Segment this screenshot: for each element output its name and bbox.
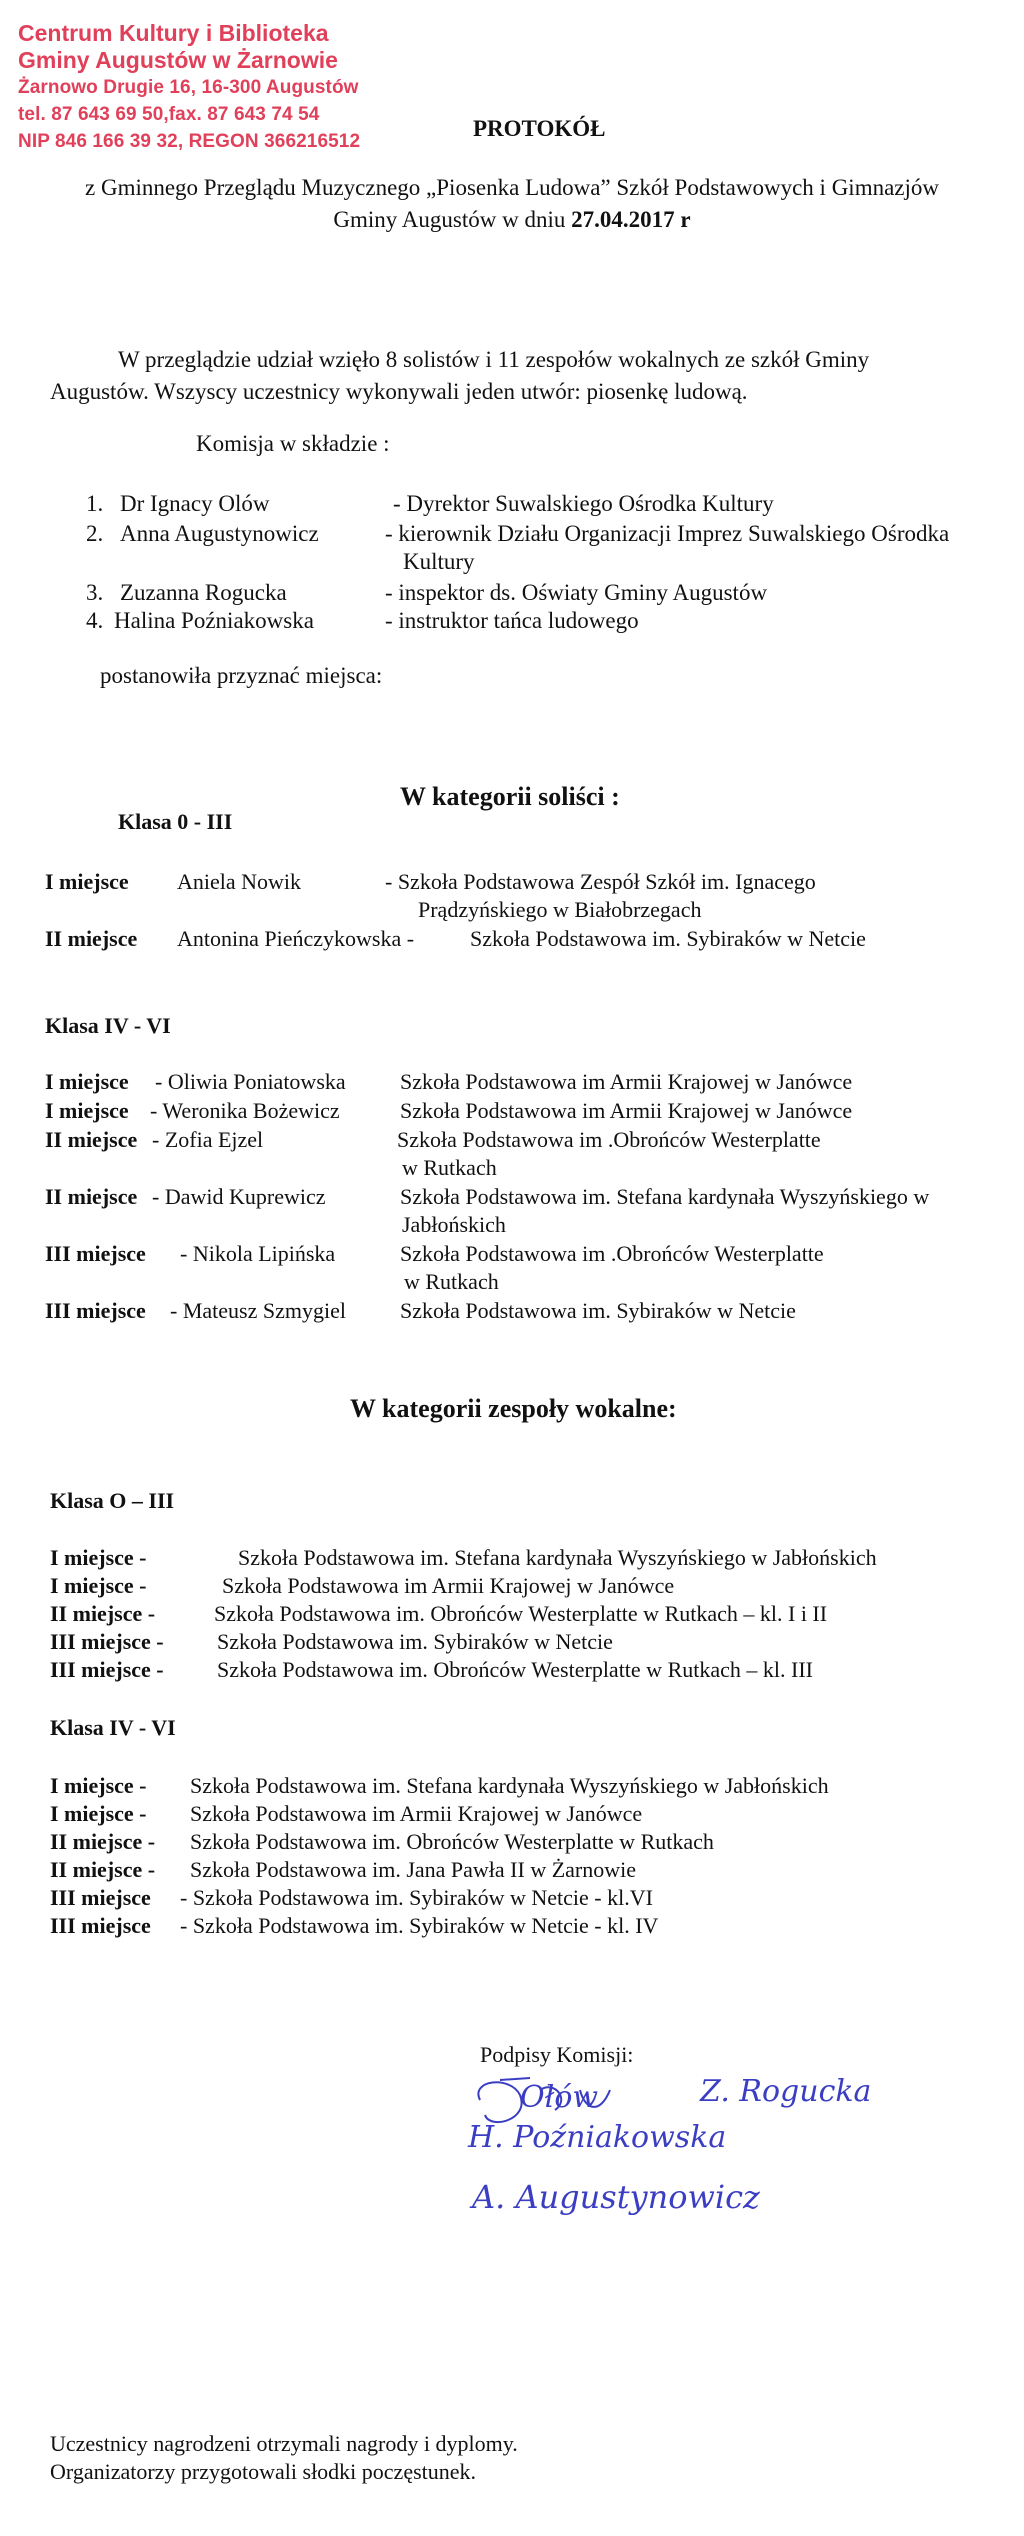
- group-school: - Szkoła Podstawowa im. Sybiraków w Netcie - kl. IV: [180, 1913, 659, 1938]
- member-number: 4.: [86, 608, 104, 633]
- subtitle-prefix: Gminy Augustów w dniu: [333, 207, 572, 232]
- document-title: PROTOKÓŁ: [473, 116, 606, 141]
- stamp-line-3: Żarnowo Drugie 16, 16-300 Augustów: [18, 77, 359, 98]
- member-name: Halina Poźniakowska: [114, 608, 314, 633]
- place-label: II miejsce: [45, 1184, 138, 1209]
- footer-line-2: Organizatorzy przygotowali słodki poczęstunek.: [50, 2459, 477, 2484]
- group-school: Szkoła Podstawowa im Armii Krajowej w Janówce: [190, 1801, 643, 1826]
- footer-line-1: Uczestnicy nagrodzeni otrzymali nagrody i dyplomy.: [50, 2431, 518, 2456]
- place-label: I miejsce: [45, 1098, 129, 1123]
- participant-school: Szkoła Podstawowa im .Obrońców Westerplatte: [400, 1241, 824, 1266]
- member-number: 3.: [86, 580, 104, 605]
- place-label: III miejsce -: [50, 1657, 164, 1682]
- participant-name: - Dawid Kuprewicz: [152, 1184, 326, 1209]
- institution-stamp: [18, 20, 360, 155]
- place-label: III miejsce: [50, 1885, 151, 1910]
- participant-school: Szkoła Podstawowa im. Stefana kardynała Wyszyńskiego w: [400, 1184, 930, 1209]
- participant-school: Szkoła Podstawowa im .Obrońców Westerplatte: [397, 1127, 821, 1152]
- member-role: - instruktor tańca ludowego: [385, 608, 639, 633]
- member-number: 1.: [86, 491, 104, 516]
- groups-class-4-6-label: Klasa IV - VI: [50, 1715, 176, 1740]
- stamp-line-5: NIP 846 166 39 32, REGON 366216512: [18, 131, 361, 152]
- participant-school: Szkoła Podstawowa im Armii Krajowej w Janówce: [400, 1098, 853, 1123]
- signature-1: Ołów: [520, 2080, 599, 2115]
- group-school: Szkoła Podstawowa im. Jana Pawła II w Żarnowie: [190, 1857, 637, 1882]
- place-label: I miejsce -: [50, 1801, 147, 1826]
- participant-name: Aniela Nowik: [177, 869, 302, 894]
- intro-line-2: Augustów. Wszyscy uczestnicy wykonywali jeden utwór: piosenkę ludową.: [50, 379, 748, 404]
- place-label: II miejsce: [45, 926, 138, 951]
- place-label: III miejsce: [45, 1241, 146, 1266]
- document-subtitle: [0, 172, 1024, 236]
- stamp-line-1: Centrum Kultury i Biblioteka: [18, 20, 329, 46]
- place-label: II miejsce -: [50, 1829, 156, 1854]
- group-school: Szkoła Podstawowa im. Sybiraków w Netcie: [217, 1629, 613, 1654]
- group-school: Szkoła Podstawowa im. Stefana kardynała Wyszyńskiego w Jabłońskich: [238, 1545, 877, 1570]
- place-label: I miejsce -: [50, 1573, 147, 1598]
- place-label: III miejsce: [45, 1298, 146, 1323]
- signatures-label: Podpisy Komisji:: [480, 2042, 634, 2067]
- soloists-class-4-6-label: Klasa IV - VI: [45, 1013, 171, 1038]
- commission-label: Komisja w składzie :: [196, 431, 390, 456]
- groups-heading: W kategorii zespoły wokalne:: [350, 1394, 677, 1423]
- groups-class-0-3-label: Klasa O – III: [50, 1488, 175, 1513]
- participant-name: Antonina Pieńczykowska -: [177, 926, 415, 951]
- participant-school: Szkoła Podstawowa im Armii Krajowej w Janówce: [400, 1069, 853, 1094]
- member-role-cont: Kultury: [403, 549, 475, 574]
- group-school: - Szkoła Podstawowa im. Sybiraków w Netcie - kl.VI: [180, 1885, 653, 1910]
- member-name: Zuzanna Rogucka: [120, 580, 287, 605]
- participant-school: Szkoła Podstawowa im. Sybiraków w Netcie: [400, 1298, 796, 1323]
- place-label: I miejsce: [45, 869, 129, 894]
- signature-4: A. Augustynowicz: [472, 2178, 760, 2216]
- member-role: - Dyrektor Suwalskiego Ośrodka Kultury: [393, 491, 774, 516]
- participant-school: Szkoła Podstawowa im. Sybiraków w Netcie: [470, 926, 866, 951]
- place-label: II miejsce: [45, 1127, 138, 1152]
- subtitle-line-1: z Gminnego Przeglądu Muzycznego „Piosenka Ludowa” Szkół Podstawowych i Gimnazjów: [85, 175, 939, 200]
- participant-name: - Mateusz Szmygiel: [170, 1298, 346, 1323]
- group-school: Szkoła Podstawowa im Armii Krajowej w Janówce: [222, 1573, 675, 1598]
- participant-name: - Zofia Ejzel: [152, 1127, 264, 1152]
- participant-school-cont: Prądzyńskiego w Białobrzegach: [418, 897, 702, 922]
- participant-school: - Szkoła Podstawowa Zespół Szkół im. Ignacego: [385, 869, 816, 894]
- participant-school-cont: w Rutkach: [402, 1155, 497, 1180]
- participant-name: - Oliwia Poniatowska: [155, 1069, 346, 1094]
- place-label: I miejsce: [45, 1069, 129, 1094]
- member-name: Dr Ignacy Olów: [120, 491, 270, 516]
- place-label: III miejsce -: [50, 1629, 164, 1654]
- member-number: 2.: [86, 521, 104, 546]
- member-role: - kierownik Działu Organizacji Imprez Suwalskiego Ośrodka: [385, 521, 950, 546]
- decision-text: postanowiła przyznać miejsca:: [100, 663, 383, 688]
- place-label: II miejsce -: [50, 1601, 156, 1626]
- soloists-class-0-3-label: Klasa 0 - III: [118, 809, 233, 834]
- participant-name: - Weronika Bożewicz: [150, 1098, 340, 1123]
- member-name: Anna Augustynowicz: [120, 521, 319, 546]
- signature-3: H. Poźniakowska: [468, 2120, 727, 2155]
- group-school: Szkoła Podstawowa im. Obrońców Westerplatte w Rutkach: [190, 1829, 714, 1854]
- signature-2: Z. Rogucka: [700, 2074, 872, 2109]
- subtitle-line-2: [0, 204, 1024, 236]
- participant-school-cont: Jabłońskich: [402, 1212, 506, 1237]
- stamp-line-4: tel. 87 643 69 50,fax. 87 643 74 54: [18, 104, 320, 125]
- place-label: II miejsce -: [50, 1857, 156, 1882]
- stamp-line-2: Gminy Augustów w Żarnowie: [18, 47, 338, 73]
- group-school: Szkoła Podstawowa im. Obrońców Westerplatte w Rutkach – kl. I i II: [214, 1601, 828, 1626]
- event-date: 27.04.2017 r: [571, 207, 691, 232]
- intro-line-1: W przeglądzie udział wzięło 8 solistów i 11 zespołów wokalnych ze szkół Gminy: [118, 347, 870, 372]
- member-role: - inspektor ds. Oświaty Gminy Augustów: [385, 580, 768, 605]
- soloists-heading: W kategorii soliści :: [400, 782, 620, 811]
- place-label: III miejsce: [50, 1913, 151, 1938]
- participant-name: - Nikola Lipińska: [180, 1241, 336, 1266]
- group-school: Szkoła Podstawowa im. Obrońców Westerplatte w Rutkach – kl. III: [217, 1657, 813, 1682]
- group-school: Szkoła Podstawowa im. Stefana kardynała Wyszyńskiego w Jabłońskich: [190, 1773, 829, 1798]
- place-label: I miejsce -: [50, 1545, 147, 1570]
- place-label: I miejsce -: [50, 1773, 147, 1798]
- participant-school-cont: w Rutkach: [404, 1269, 499, 1294]
